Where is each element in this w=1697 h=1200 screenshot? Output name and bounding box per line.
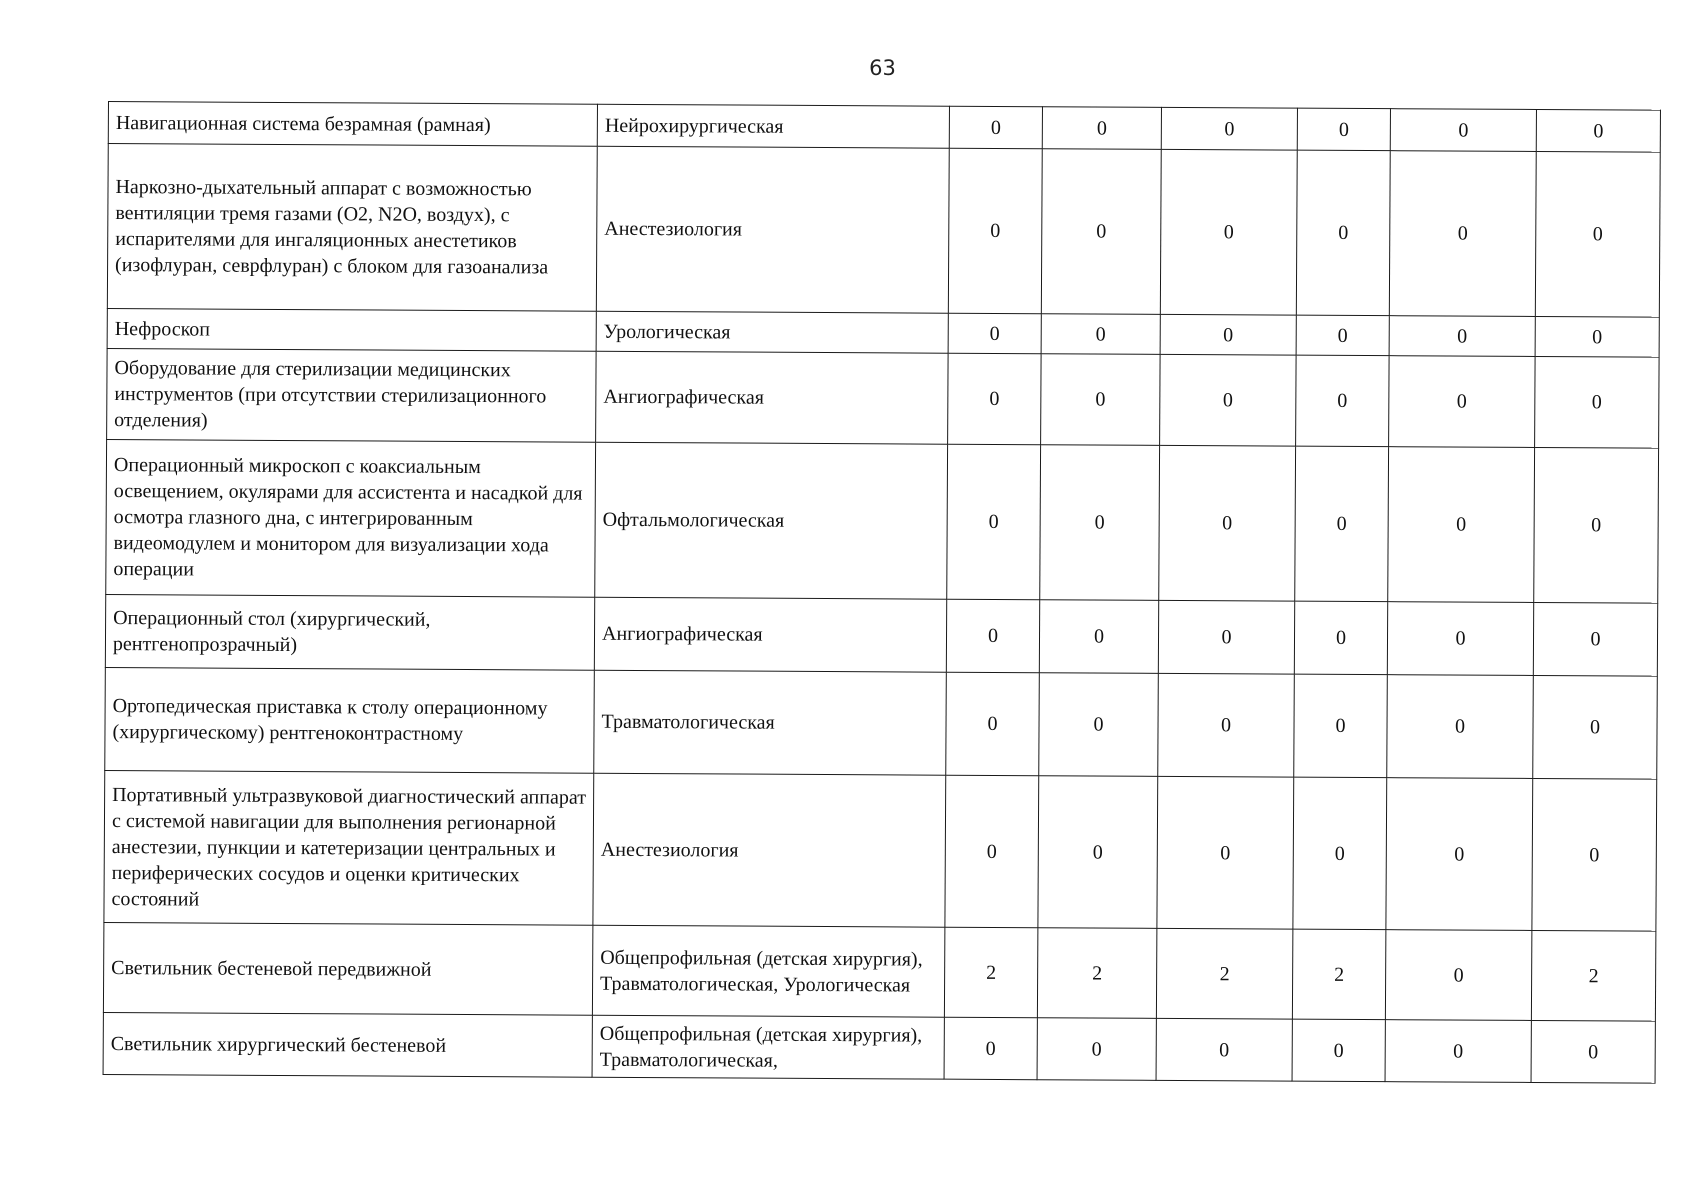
quantity-cell-3: 2 — [1156, 928, 1293, 1019]
quantity-cell-5: 0 — [1389, 356, 1536, 448]
quantity-cell-1: 0 — [946, 672, 1040, 776]
quantity-cell-2: 0 — [1038, 776, 1158, 929]
quantity-cell-2: 0 — [1041, 354, 1161, 446]
quantity-cell-6: 0 — [1536, 109, 1660, 152]
quantity-cell-3: 0 — [1160, 149, 1297, 315]
quantity-cell-2: 0 — [1039, 600, 1158, 674]
quantity-cell-1: 0 — [948, 313, 1041, 354]
quantity-cell-1: 0 — [946, 599, 1039, 673]
quantity-cell-6: 0 — [1535, 316, 1659, 357]
equipment-name-cell: Ортопедическая приставка к столу операционному (хирургическому) рентгеноконтрастному — [105, 667, 595, 773]
equipment-name-cell: Нефроскоп — [107, 308, 596, 351]
department-cell: Урологическая — [596, 311, 948, 353]
equipment-table-wrapper — [103, 101, 1660, 1084]
quantity-cell-1: 2 — [944, 927, 1038, 1018]
equipment-name-cell: Навигационная система безрамная (рамная) — [108, 102, 597, 147]
table-row — [105, 594, 1657, 676]
quantity-cell-5: 0 — [1387, 675, 1534, 779]
table-body — [103, 102, 1660, 1084]
department-cell: Анестезиология — [593, 773, 946, 927]
quantity-cell-3: 0 — [1160, 354, 1297, 446]
quantity-cell-6: 0 — [1531, 1020, 1655, 1083]
equipment-name-cell: Светильник бестеневой передвижной — [103, 922, 592, 1015]
quantity-cell-1: 0 — [947, 444, 1041, 600]
department-cell: Травматологическая — [594, 670, 947, 775]
quantity-cell-4: 2 — [1292, 929, 1386, 1020]
quantity-cell-2: 0 — [1040, 445, 1160, 601]
quantity-cell-1: 0 — [948, 148, 1042, 314]
quantity-cell-6: 0 — [1533, 675, 1658, 779]
quantity-cell-1: 0 — [944, 1017, 1037, 1080]
quantity-cell-4: 0 — [1296, 315, 1389, 356]
quantity-cell-4: 0 — [1294, 674, 1388, 778]
quantity-cell-3: 0 — [1159, 445, 1296, 601]
quantity-cell-5: 0 — [1385, 1020, 1531, 1083]
department-cell: Офтальмологическая — [595, 442, 948, 599]
quantity-cell-5: 0 — [1388, 447, 1535, 603]
equipment-name-cell: Операционный стол (хирургический, рентгенопрозрачный) — [105, 594, 594, 670]
department-cell: Нейрохирургическая — [597, 104, 949, 148]
quantity-cell-2: 2 — [1037, 928, 1157, 1019]
quantity-cell-6: 2 — [1531, 930, 1656, 1021]
equipment-name-cell: Оборудование для стерилизации медицинских инструментов (при отсутствии стерилизационного отделения) — [107, 348, 597, 442]
department-cell: Анестезиология — [596, 146, 949, 313]
quantity-cell-4: 0 — [1295, 446, 1389, 602]
quantity-cell-5: 0 — [1385, 930, 1532, 1021]
quantity-cell-5: 0 — [1390, 109, 1536, 152]
table-row — [106, 439, 1659, 603]
quantity-cell-2: 0 — [1042, 107, 1161, 150]
table-row — [104, 770, 1657, 931]
equipment-name-cell: Наркозно-дыхательный аппарат с возможностью вентиляции тремя газами (О2, N2O, воздух), с испарителями для ингаляционных анестетиков (изофлуран, севрфлуран) с блоком для газоанализа — [107, 144, 597, 312]
quantity-cell-3: 0 — [1158, 600, 1294, 674]
quantity-cell-4: 0 — [1296, 355, 1390, 447]
quantity-cell-3: 0 — [1160, 314, 1296, 355]
quantity-cell-3: 0 — [1161, 107, 1297, 150]
quantity-cell-4: 0 — [1292, 1019, 1385, 1082]
quantity-cell-4: 0 — [1296, 150, 1390, 316]
quantity-cell-5: 0 — [1389, 316, 1535, 357]
department-cell: Ангиографическая — [594, 597, 946, 672]
equipment-name-cell: Операционный микроскоп с коаксиальным освещением, окулярами для ассистента и насадкой для осмотра глазного дна, с интегрированным видеомодулем и монитором для визуализации хода операции — [106, 439, 596, 597]
table-row — [103, 922, 1655, 1021]
quantity-cell-6: 0 — [1532, 778, 1657, 931]
quantity-cell-6: 0 — [1535, 151, 1660, 317]
quantity-cell-3: 0 — [1156, 1018, 1292, 1081]
table-row — [103, 1012, 1655, 1083]
quantity-cell-3: 0 — [1157, 776, 1294, 929]
department-cell: Ангиографическая — [596, 351, 949, 444]
equipment-name-cell: Портативный ультразвуковой диагностический аппарат с системой навигации для выполнения регионарной анестезии, пункции и катетеризации центральных и периферических сосудов и оценки критических состояний — [104, 770, 594, 925]
quantity-cell-2: 0 — [1039, 673, 1159, 777]
quantity-cell-4: 0 — [1294, 601, 1387, 675]
page-number: 63 — [869, 56, 896, 80]
quantity-cell-5: 0 — [1386, 778, 1533, 931]
quantity-cell-2: 0 — [1041, 314, 1160, 355]
equipment-name-cell: Светильник хирургический бестеневой — [103, 1012, 592, 1077]
quantity-cell-1: 0 — [948, 353, 1042, 445]
quantity-cell-5: 0 — [1389, 151, 1536, 317]
quantity-cell-2: 0 — [1037, 1018, 1156, 1081]
department-cell: Общепрофильная (детская хирургия), Травматологическая, — [592, 1015, 944, 1079]
quantity-cell-5: 0 — [1387, 602, 1533, 676]
quantity-cell-3: 0 — [1158, 673, 1295, 777]
quantity-cell-4: 0 — [1297, 108, 1390, 151]
quantity-cell-4: 0 — [1293, 777, 1387, 930]
quantity-cell-2: 0 — [1041, 149, 1161, 315]
equipment-table — [103, 101, 1661, 1084]
quantity-cell-6: 0 — [1535, 356, 1660, 448]
quantity-cell-1: 0 — [949, 106, 1042, 149]
table-row — [107, 348, 1659, 448]
table-row — [107, 144, 1660, 318]
department-cell: Общепрофильная (детская хирургия), Травматологическая, Урологическая — [592, 925, 944, 1017]
quantity-cell-6: 0 — [1533, 602, 1657, 676]
quantity-cell-6: 0 — [1534, 447, 1659, 603]
quantity-cell-1: 0 — [945, 775, 1039, 928]
table-row — [105, 667, 1658, 779]
